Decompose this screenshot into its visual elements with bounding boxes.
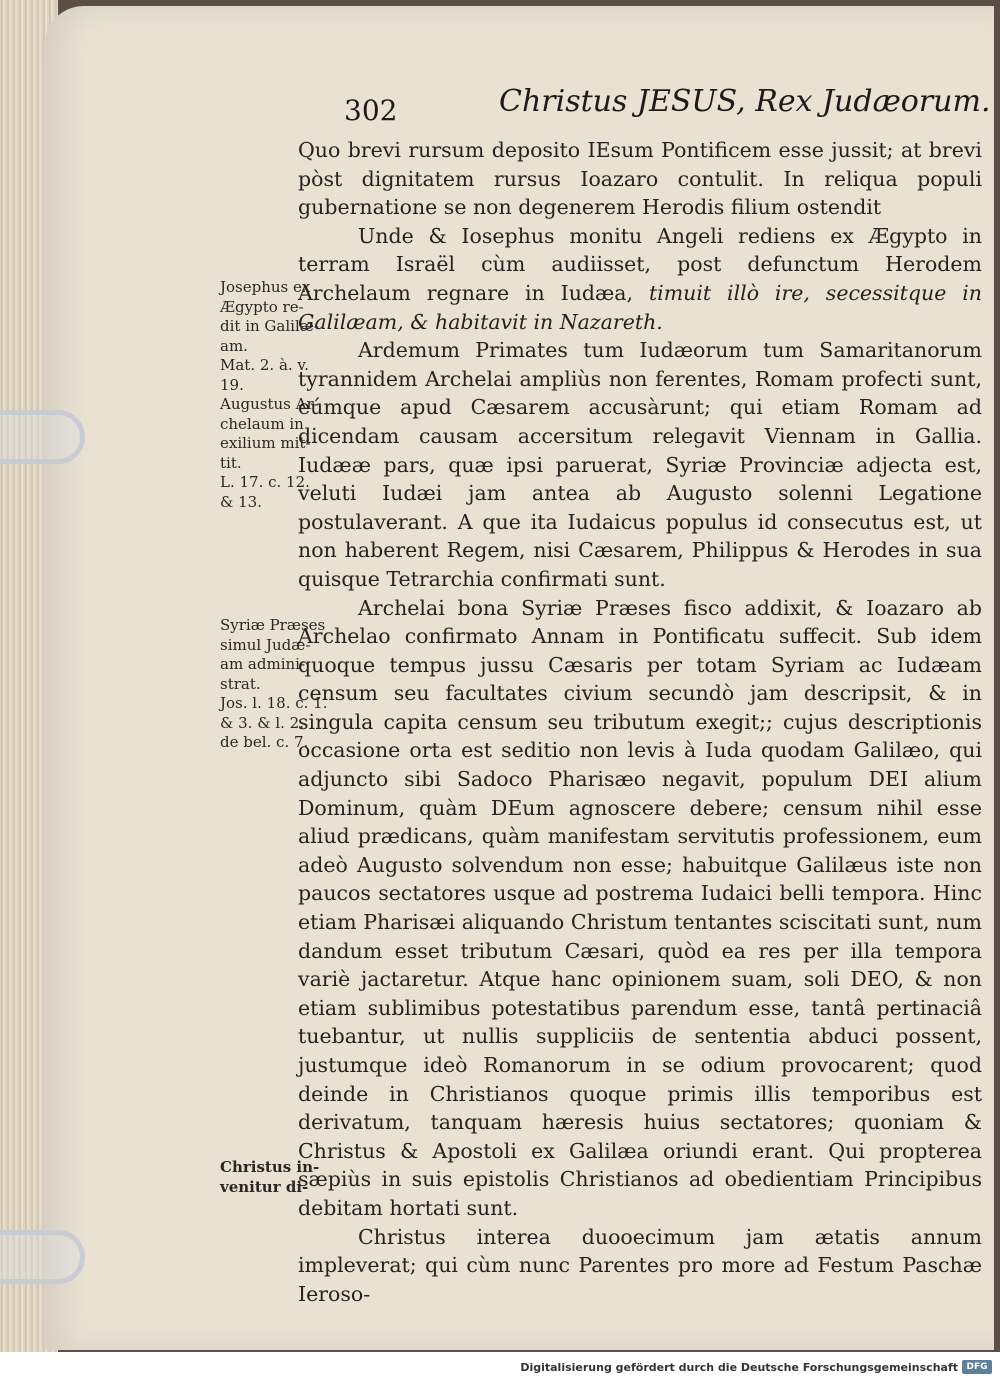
footer-bar [0,1352,1000,1384]
paragraph [298,222,982,336]
margin-note-line: exilium mit- [220,434,311,452]
margin-note-line: Jos. l. 18. c. 1. [220,694,328,712]
margin-note-line: dit in Galilæ- [220,317,319,335]
margin-note-line: am admini- [220,655,306,673]
funding-credit: Digitalisierung gefördert durch die Deutsche Forschungsgemeinschaft [520,1361,958,1374]
paragraph-text: Unde & Iosephus monitu Angeli rediens ex Ægypto in terram Israël cùm audiisset, post defunctum Herodem Archelaum regnare in Iudæa, [298,223,982,305]
margin-note-line: chelaum in [220,414,304,433]
margin-note-line: Josephus ex [220,278,311,296]
dfg-logo-icon: DFG [962,1360,992,1374]
margin-note-line: Syriæ Præses [220,616,326,634]
margin-note-line: & 3. & l. 2. [220,713,304,732]
margin-note-line: simul Judæ- [220,635,311,654]
running-title: Christus JESUS, Rex Judæorum. [499,84,991,119]
margin-note-line: am. [220,336,248,355]
paragraph: Ardemum Primates tum Iudæorum tum Samaritanorum tyrannidem Archelai ampliùs non ferentes, Romam profecti sunt, eúmque apud Cæsarem accusàrunt; qui etiam Romam ad dicendam causam accersitum relegavit Viennam in Gallia. Iudææ pars, quæ ipsi paruerat, Syriæ Provinciæ adjecta est, veluti Iudæi jam antea ab Augusto solenni Legatione postulaverant. A que ita Iudaicus populus id consecutus est, ut non haberent Regem, nisi Cæsarem, Philippus & Herodes in sua quisque Tetrarchia confirmati sunt. [298,338,982,591]
page-number: 302 [344,94,398,127]
paragraph: Christus interea duooecimum jam ætatis annum impleverat; qui cùm nunc Parentes pro more ad Festum Paschæ Ieroso- [298,1224,982,1306]
margin-note-line: venitur di- [220,1177,309,1196]
margin-note-line: Mat. 2. à. v. [220,356,309,374]
margin-note-line: strat. [220,674,261,693]
margin-note-line: 19. [220,375,244,394]
margin-note-line: Christus in- [220,1158,320,1176]
paragraph: Archelai bona Syriæ Præses fisco addixit, & Ioazaro ab Archelao confirmato Annam in Pontificatu suffecit. Sub idem quoque tempus jussu Cæsaris per totam Syriam ac Iudæam censum seu facultates civium secundò jam descripsit, & in singula capita censum seu tributum exegit;; cujus descriptionis occasione orta est seditio non levis à Iuda quodam Galilæo, qui adjuncto sibi Sadoco Pharisæo negavit, populum DEI alium Dominum, quàm DEum agnoscere debere; censum nihil esse aliud prædicans, quàm manifestam servitutis professionem, eum adeò Augusto solvendum non esse; habuitque Galilæus iste non paucos sectatores usque ad postrema Iudaici belli tempora. Hinc etiam Pharisæi aliquando Christum tentantes sciscitati sunt, num dandum esset tributum Cæsari, quòd ea res per illa tempora variè jactaretur. Atque hanc opinionem suam, soli DEO, & non etiam sublimibus potestatibus parendum esse, tantâ pertinaciâ tuebantur, ut nullis suppliciis de sententia abduci possent, justumque ideò Romanorum in se odium provocarent; quod deinde in Christianos quoque primis illis temporibus est derivatum, tanquam hæresis huius sectatores; quoniam & Christus & Apostoli ex Galilæa oriundi erant. Qui propterea sæpiùs in suis epistolis Christianos ad obedientiam Principibus debitam hortati sunt. [298,595,982,1220]
paper-clip-icon [0,1230,85,1284]
margin-note-line: Augustus Ar- [220,395,319,413]
margin-note-line: tit. [220,453,242,472]
scripture-quote: timuit illò ire, secessitque in Galilæam, & habitavit in Nazareth. [298,280,982,334]
margin-note-line: Ægypto re- [220,297,304,316]
margin-note-line: de bel. c. 7. [220,733,309,751]
margin-note-line: & 13. [220,492,262,511]
paragraph: Quo brevi rursum deposito IEsum Pontificem esse jussit; at brevi pòst dignitatem rursus Ioazaro contulit. In reliqua populi gubernatione se non degenerem Herodis filium ostendit [298,138,982,220]
paper-clip-icon [0,410,85,464]
margin-note-line: L. 17. c. 12. [220,473,310,491]
main-text [298,136,982,1308]
page-header [344,84,991,134]
